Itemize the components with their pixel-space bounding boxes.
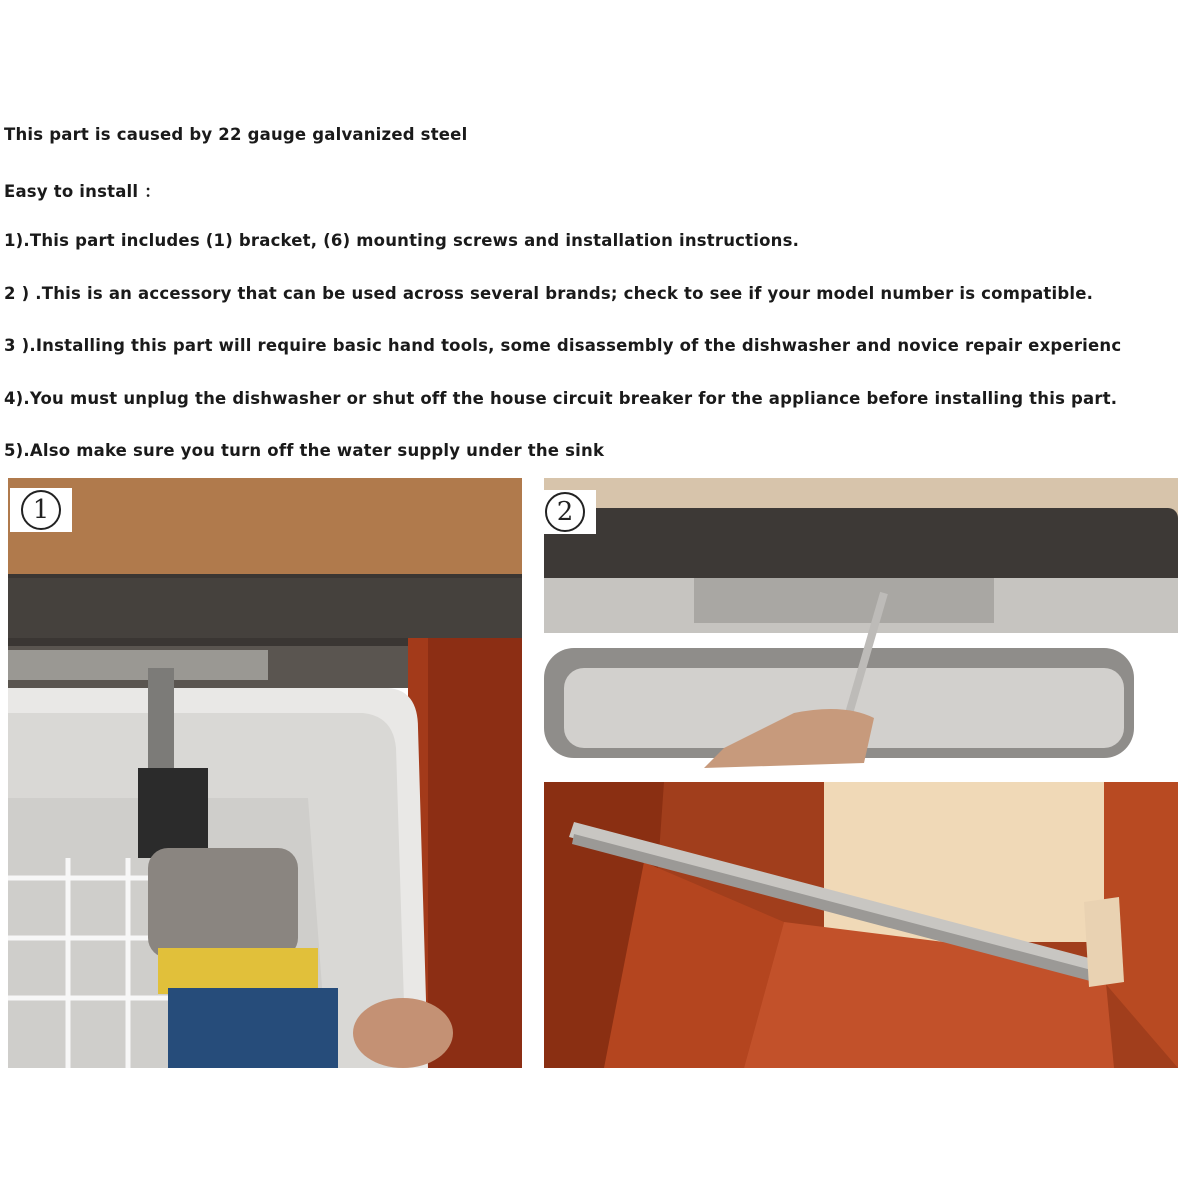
step-line-2: 2 ) .This is an accessory that can be used across several brands; check to see if your model number is compatible.	[4, 284, 1094, 303]
step2-number: 2	[545, 492, 585, 532]
step2-badge	[544, 490, 596, 534]
step3-photo	[544, 782, 1178, 1068]
step-line-5: 5).Also make sure you turn off the water supply under the sink	[4, 441, 605, 460]
install-heading: Easy to install ：	[4, 182, 161, 201]
step1-badge	[10, 488, 72, 532]
step1-number: 1	[21, 490, 61, 530]
material-line: This part is caused by 22 gauge galvanized steel	[4, 125, 468, 144]
step-line-1: 1).This part includes (1) bracket, (6) mounting screws and installation instructions.	[4, 231, 800, 250]
step-line-3: 3 ).Installing this part will require basic hand tools, some disassembly of the dishwasher and novice repair experienc	[4, 336, 1122, 355]
step2-photo	[544, 478, 1178, 768]
step1-photo	[8, 478, 522, 1068]
step-line-4: 4).You must unplug the dishwasher or shut off the house circuit breaker for the appliance before installing this part.	[4, 389, 1118, 408]
